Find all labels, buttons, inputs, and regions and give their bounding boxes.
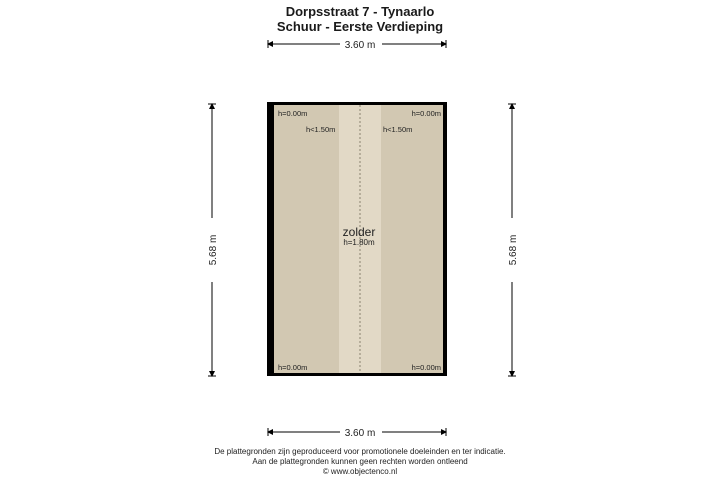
- room-ceiling-height: h=1.80m: [343, 238, 375, 247]
- corner-height-bottom-left: h=0.00m: [278, 363, 308, 372]
- slope-height-right: h<1.50m: [383, 125, 413, 134]
- dimension-left: [208, 104, 219, 376]
- corner-height-top-right: h=0.00m: [411, 109, 441, 118]
- dimension-label-right: 5.68 m: [508, 234, 519, 266]
- slope-height-left: h<1.50m: [306, 125, 336, 134]
- footer-disclaimer-line-1: De plattegronden zijn geproduceerd voor promotionele doeleinden en ter indicatie.: [214, 447, 506, 456]
- dimension-top: [268, 40, 446, 51]
- dimension-label-left: 5.68 m: [208, 234, 219, 266]
- dimension-bottom: [268, 428, 446, 439]
- page-title: Dorpsstraat 7 - Tynaarlo: [285, 4, 435, 19]
- page-subtitle: Schuur - Eerste Verdieping: [276, 19, 444, 34]
- room-name: zolder: [342, 225, 376, 239]
- corner-height-top-left: h=0.00m: [278, 109, 308, 118]
- dimension-label-top: 3.60 m: [344, 40, 376, 51]
- footer-disclaimer-line-2: Aan de plattegronden kunnen geen rechten worden ontleend: [252, 457, 468, 466]
- dimension-right: [508, 104, 519, 376]
- corner-height-bottom-right: h=0.00m: [411, 363, 441, 372]
- dimension-label-bottom: 3.60 m: [344, 428, 376, 439]
- footer-copyright: © www.objectenco.nl: [322, 467, 398, 476]
